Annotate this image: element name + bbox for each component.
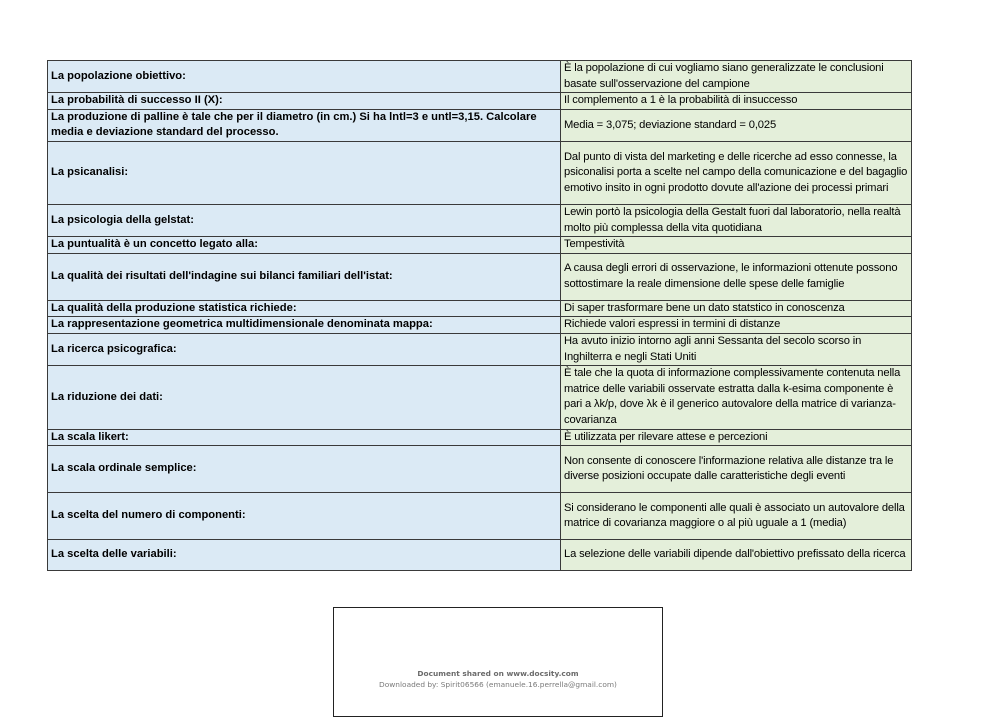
- answer-cell: Richiede valori espressi in termini di distanze: [561, 317, 912, 334]
- answer-cell: È utilizzata per rilevare attese e percezioni: [561, 429, 912, 446]
- question-cell: La scelta del numero di componenti:: [48, 493, 561, 540]
- table-row: [48, 429, 912, 446]
- answer-cell: Di saper trasformare bene un dato statstico in conoscenza: [561, 300, 912, 317]
- question-cell: La produzione di palline è tale che per il diametro (in cm.) Si ha lntl=3 e untl=3,15. Calcolare media e deviazione standard del processo.: [48, 109, 561, 141]
- question-cell: La puntualità è un concetto legato alla:: [48, 237, 561, 254]
- question-cell: La popolazione obiettivo:: [48, 61, 561, 93]
- answer-cell: Tempestività: [561, 237, 912, 254]
- table-row: [48, 204, 912, 236]
- question-cell: La probabilità di successo II (X):: [48, 93, 561, 110]
- answer-cell: La selezione delle variabili dipende dall'obiettivo prefissato della ricerca: [561, 540, 912, 571]
- table-row: [48, 109, 912, 141]
- qa-table-body: [48, 61, 912, 571]
- question-cell: La ricerca psicografica:: [48, 333, 561, 365]
- table-row: [48, 141, 912, 204]
- answer-cell: Non consente di conoscere l'informazione relativa alle distanze tra le diverse posizioni occupate dalle caratteristiche degli eventi: [561, 446, 912, 493]
- question-cell: La scala ordinale semplice:: [48, 446, 561, 493]
- answer-cell: Il complemento a 1 è la probabilità di insuccesso: [561, 93, 912, 110]
- question-cell: La qualità dei risultati dell'indagine sui bilanci familiari dell'istat:: [48, 253, 561, 300]
- answer-cell: Dal punto di vista del marketing e delle ricerche ad esso connesse, la psiconalisi porta a scelte nel campo della comunicazione e del bagaglio emotivo insito in ogni prodotto dovute all'azione dei processi primari: [561, 141, 912, 204]
- table-row: [48, 61, 912, 93]
- question-cell: La rappresentazione geometrica multidimensionale denominata mappa:: [48, 317, 561, 334]
- table-row: [48, 300, 912, 317]
- question-cell: La qualità della produzione statistica richiede:: [48, 300, 561, 317]
- table-row: [48, 237, 912, 254]
- answer-cell: A causa degli errori di osservazione, le informazioni ottenute possono sottostimare la reale dimensione delle spese delle famiglie: [561, 253, 912, 300]
- question-cell: La psicanalisi:: [48, 141, 561, 204]
- answer-cell: Lewin portò la psicologia della Gestalt fuori dal laboratorio, nella realtà molto più complessa della vita quotidiana: [561, 204, 912, 236]
- answer-cell: È tale che la quota di informazione complessivamente contenuta nella matrice delle variabili osservate estratta dalla k-esima componente è pari a λk/p, dove λk è il generico autovalore della matrice di varianza-covarianza: [561, 366, 912, 429]
- table-row: [48, 333, 912, 365]
- question-cell: La scelta delle variabili:: [48, 540, 561, 571]
- qa-table: [47, 60, 912, 571]
- table-row: [48, 493, 912, 540]
- table-row: [48, 366, 912, 429]
- shared-on-text: Document shared on www.docsity.com: [417, 669, 579, 678]
- table-row: [48, 93, 912, 110]
- question-cell: La riduzione dei dati:: [48, 366, 561, 429]
- answer-cell: Ha avuto inizio intorno agli anni Sessanta del secolo scorso in Inghilterra e negli Stati Uniti: [561, 333, 912, 365]
- answer-cell: Media = 3,075; deviazione standard = 0,025: [561, 109, 912, 141]
- table-row: [48, 446, 912, 493]
- question-cell: La psicologia della gelstat:: [48, 204, 561, 236]
- table-row: [48, 253, 912, 300]
- downloaded-by-text: Downloaded by: Spirit06566 (emanuele.16.perrella@gmail.com): [379, 680, 617, 689]
- answer-cell: È la popolazione di cui vogliamo siano generalizzate le conclusioni basate sull'osservazione del campione: [561, 61, 912, 93]
- question-cell: La scala likert:: [48, 429, 561, 446]
- table-row: [48, 540, 912, 571]
- download-footer: [333, 607, 663, 717]
- answer-cell: Si considerano le componenti alle quali è associato un autovalore della matrice di covarianza maggiore o al più uguale a 1 (media): [561, 493, 912, 540]
- table-row: [48, 317, 912, 334]
